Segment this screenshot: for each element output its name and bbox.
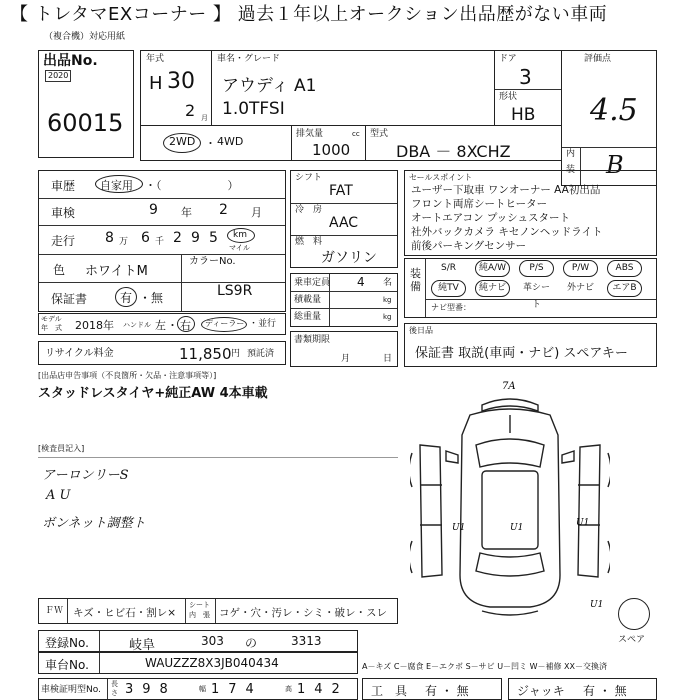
interior-label-top: 内: [566, 149, 576, 159]
car-diagram: [410, 375, 610, 620]
chassis-label: 車台No.: [45, 658, 89, 672]
mileage-km: km: [233, 230, 247, 240]
seat-label-top: シート: [189, 601, 210, 609]
color-no-label: カラーNo.: [189, 256, 236, 267]
fw-label: ＦＷ: [45, 606, 64, 616]
gross-label: 総重量: [294, 312, 322, 322]
equip-aw: 純A/W: [475, 260, 510, 277]
history-rest: ・（ ）: [145, 179, 239, 192]
mileage-sen-unit: 千: [155, 237, 165, 247]
history-label: 車歴: [51, 179, 76, 193]
registration-number: 3313: [291, 634, 322, 648]
chassis-value: WAUZZZ8X3JB040434: [145, 656, 279, 670]
sub-note: （複合機）対応用紙: [44, 32, 126, 42]
inspector-line: アーロンリーS: [42, 468, 129, 483]
cert-wide-top: 幅: [199, 685, 206, 693]
mileage-d3: 5: [209, 230, 218, 246]
recycle-label: リサイクル料金: [45, 348, 114, 359]
recycle-unit: 円: [231, 349, 241, 359]
parallel: ・並行: [249, 319, 277, 329]
cert-label: 車検証明型No.: [41, 685, 101, 695]
drive-sep: ・: [205, 137, 216, 150]
type-code-box: [365, 125, 562, 161]
docs-label: 書類期限: [294, 335, 331, 345]
accessories-label: 後日品: [409, 326, 433, 335]
warranty-label: 保証書: [51, 292, 88, 306]
docs-box: [290, 331, 398, 367]
model-name: アウディ A1: [222, 76, 317, 96]
doors-label: ドア: [499, 54, 517, 64]
inspection-year-unit: 年: [181, 206, 192, 219]
year-month-unit: 月: [201, 114, 208, 122]
drive-4wd: 4WD: [217, 135, 244, 148]
equip-abs: ABS: [607, 260, 642, 277]
notes-label: [出品店申告事項（不良箇所・欠品・注意事項等）]: [38, 371, 217, 380]
load-label: 積載量: [294, 295, 322, 305]
jack-box: [508, 678, 657, 700]
recycle-row: [38, 341, 286, 365]
score-value: 4.5: [590, 93, 638, 128]
capacity-value: 4: [357, 275, 365, 289]
diagram-mark-top: 7A: [502, 381, 516, 392]
displacement-box: [291, 125, 366, 161]
cert-wide-digits: 174: [211, 682, 263, 697]
header-bar: [0, 0, 700, 30]
sales-point-line: オートエアコン プッシュスタート: [411, 212, 570, 224]
warranty-rest: ・無: [139, 291, 164, 305]
mileage-d2: 9: [191, 230, 200, 246]
cert-long-digits: 398: [125, 682, 177, 697]
mileage-label: 走行: [51, 234, 76, 248]
shift-value: FAT: [329, 183, 353, 199]
spare-label: スペア: [618, 635, 646, 645]
equip-leather: 革シート: [522, 283, 550, 310]
sales-point-line: 社外バックカメラ キセノンヘッドライト: [411, 226, 603, 238]
warranty-selected: 有: [120, 291, 133, 305]
jack-value: 有 ・ 無: [583, 684, 627, 698]
model-year-label-bottom: 年 式: [41, 324, 62, 332]
ac-label: 冷 房: [295, 205, 323, 215]
year-box: [140, 50, 212, 126]
jack-label: ジャッキ: [517, 684, 565, 698]
lot-box: [38, 50, 134, 158]
inspection-month-unit: 月: [251, 206, 262, 219]
mileage-sen: 6: [141, 230, 150, 246]
tools-box: [362, 678, 502, 700]
interior-value: B: [606, 151, 624, 179]
shift-label: シフト: [295, 173, 323, 183]
doors-value: 3: [519, 65, 532, 89]
sales-point-line: フロント両席シートヒーター: [411, 198, 548, 210]
interior-label-bottom: 装: [566, 165, 576, 175]
model-grade: 1.0TFSI: [222, 99, 285, 119]
equipment-label: 装備: [410, 267, 421, 293]
inspector-line: A U: [46, 488, 71, 503]
cert-high-top: 高: [285, 685, 292, 693]
score-box: [561, 50, 657, 186]
load-unit: kg: [383, 296, 392, 304]
type-code-value: DBA － 8XCHZ: [396, 142, 511, 161]
inspection-label: 車検: [51, 206, 76, 220]
body-value: HB: [511, 105, 536, 125]
displacement-unit: cc: [352, 130, 360, 138]
equip-ps: P/S: [519, 260, 554, 277]
handle-right: 右: [180, 319, 191, 332]
model-year-label-top: モデル: [41, 315, 62, 323]
lot-year: 2020: [45, 70, 71, 82]
sales-points-label: セールスポイント: [409, 173, 473, 182]
spec-box: [290, 170, 398, 268]
displacement-value: 1000: [312, 141, 351, 159]
model-box: [211, 50, 495, 126]
model-year-row: [38, 313, 286, 335]
capacity-label: 乗車定員: [294, 278, 331, 288]
fw-values: キズ・ヒビ石・割レ×: [73, 607, 177, 619]
notes-value: スタッドレスタイヤ+純正AW 4本車載: [38, 386, 268, 401]
registration-class: 303: [201, 634, 224, 648]
year-value: 30: [167, 69, 195, 94]
registration-row: [38, 630, 358, 652]
docs-unit: 月: [341, 354, 351, 364]
doors-box: [494, 50, 562, 126]
inspector-area: [38, 444, 398, 594]
cert-long-bottom: さ: [111, 689, 118, 697]
color-label: 色: [53, 263, 66, 277]
fuel-label: 燃 料: [295, 237, 323, 247]
ac-value: AAC: [329, 215, 359, 231]
fuel-value: ガソリン: [321, 250, 377, 266]
score-label: 評価点: [584, 54, 612, 64]
model-label: 車名・グレード: [217, 54, 281, 64]
lot-number: 60015: [47, 109, 124, 137]
capacity-unit: 名: [383, 278, 393, 288]
year-era: H: [149, 73, 163, 94]
lot-label: 出品No.: [43, 53, 98, 69]
registration-region: 岐阜: [129, 638, 156, 653]
info-table: [38, 170, 286, 312]
dealer: ディーラー: [205, 319, 245, 328]
sales-point-line: 前後パーキングセンサー: [411, 240, 527, 252]
inspection-year: 9: [149, 202, 158, 218]
fw-row: [38, 598, 398, 624]
auction-sheet: [0, 30, 700, 700]
equip-airbag: エアB: [607, 280, 642, 297]
accessories-box: [404, 323, 657, 367]
diagram-mark-right: U1: [576, 518, 590, 528]
cert-high-digits: 142: [297, 682, 349, 697]
year-label: 年式: [146, 54, 165, 64]
model-year-value: 2018年: [75, 319, 114, 332]
history-selected: 自家用: [100, 179, 133, 192]
diagram-mark-center: U1: [510, 523, 524, 533]
spare-tire-icon: [618, 598, 650, 630]
equip-pw: P/W: [563, 260, 598, 277]
diagram-mark-left: U1: [452, 523, 466, 533]
sales-point-line: ユーザー下取車 ワンオーナー AA初出品: [411, 184, 601, 196]
color-no-value: LS9R: [217, 283, 253, 299]
equip-sr: S/R: [441, 263, 456, 273]
handle-dot: ・: [167, 319, 178, 332]
seat-values: コゲ・穴・汚レ・シミ・破レ・スレ: [219, 607, 387, 619]
equip-navi: 純ナビ: [475, 280, 510, 297]
equip-tv: 純TV: [431, 280, 466, 297]
mileage-d1: 2: [173, 230, 182, 246]
accessories-value: 保証書 取説(車両・ナビ) スペアキー: [415, 346, 628, 361]
tools-value: 有 ・ 無: [425, 684, 469, 698]
capacity-box: [290, 273, 398, 327]
recycle-value: 11,850: [179, 345, 232, 363]
inspector-line: ボンネット調整ト: [42, 516, 146, 531]
mileage-mile: マイル: [229, 244, 250, 252]
mileage-man-unit: 万: [119, 237, 129, 247]
handle-label: ハンドル: [123, 321, 151, 329]
navi-label: ナビ型番：: [431, 303, 471, 312]
registration-kana: の: [245, 636, 258, 650]
inspection-month: 2: [219, 202, 228, 218]
gross-unit: kg: [383, 313, 392, 321]
tools-label: 工 具: [371, 684, 408, 698]
drive-box: [140, 125, 292, 161]
cert-long-top: 長: [111, 680, 118, 688]
handle-left: 左: [155, 319, 166, 332]
mileage-man: 8: [105, 230, 114, 246]
header-title: 【 トレタマEXコーナー 】 過去１年以上オークション出品歴がない車両: [10, 4, 608, 25]
body-label: 形状: [499, 92, 518, 102]
seat-label-bottom: 内 張: [189, 611, 210, 619]
type-code-label: 型式: [370, 129, 389, 139]
sales-points-box: [404, 170, 657, 256]
chassis-row: [38, 652, 358, 674]
diagram-mark-bottom: U1: [590, 600, 604, 610]
displacement-label: 排気量: [296, 129, 324, 139]
inspector-label: [検査員記入]: [38, 444, 85, 453]
equip-ext-navi: 外ナビ: [566, 283, 594, 293]
damage-legend: A－キズ C－腐食 E－エクボ S－サビ U－凹ミ W－補修 XX－交換済: [362, 662, 608, 671]
year-month: 2: [185, 101, 196, 120]
recycle-deposit: 預託済: [247, 349, 275, 359]
drive-2wd: 2WD: [169, 135, 196, 148]
cert-row: [38, 678, 358, 700]
color-value: ホワイトM: [85, 264, 148, 279]
equipment-box: [404, 258, 657, 318]
registration-label: 登録No.: [45, 636, 89, 650]
docs-unit2: 日: [383, 354, 393, 364]
